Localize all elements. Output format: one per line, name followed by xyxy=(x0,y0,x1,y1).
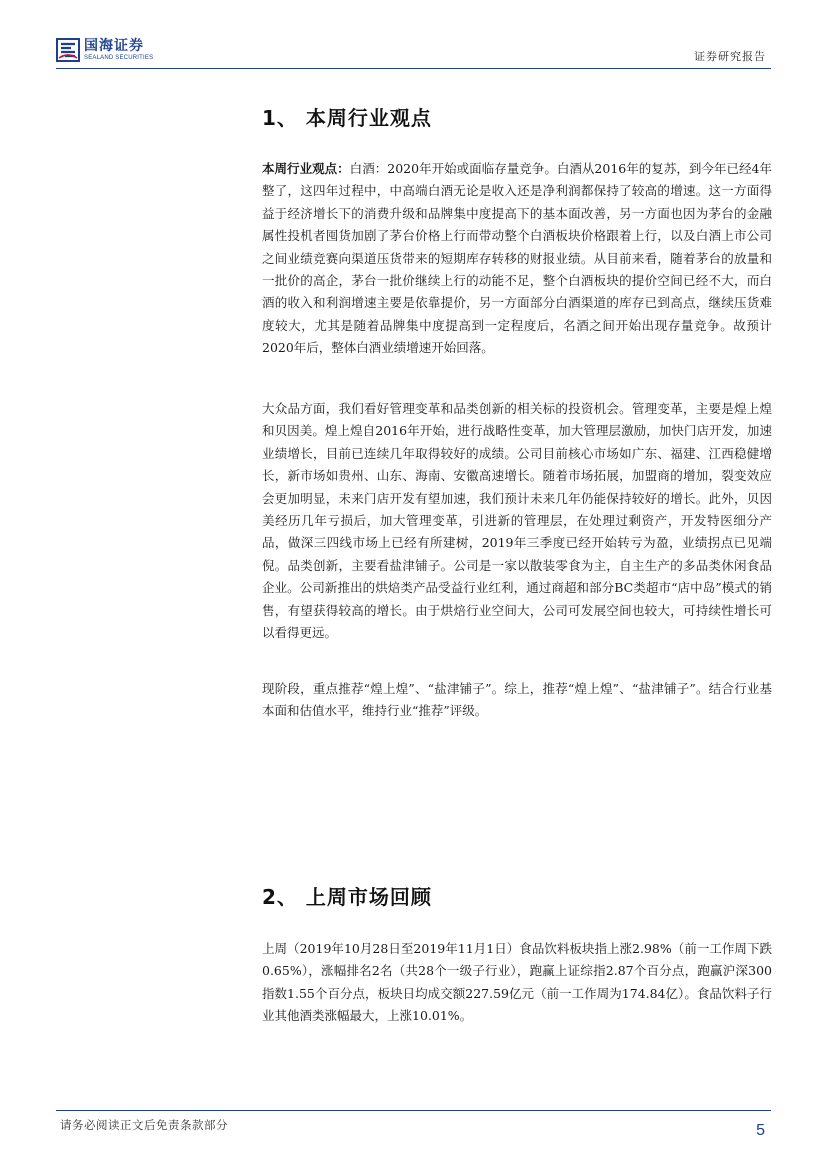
company-name-en: SEALAND SECURITIES xyxy=(84,55,154,61)
company-name-cn: 国海证券 xyxy=(84,38,144,54)
report-type-label: 证券研究报告 xyxy=(694,50,766,63)
section-1-paragraph-1 xyxy=(262,158,772,360)
section-2-paragraph-1: 上周（2019年10月28日至2019年11月1日）食品饮料板块指上涨2.98%（前一工作周下跌0.65%），涨幅排名2名（共28个一级子行业），跑赢上证综指2.87个百分点，跑赢沪深300指数1.55个百分点，板块日均成交额227.59亿元（前一工作周为174.84亿）。食品饮料子行业其他酒类涨幅最大，上涨10.01%。 xyxy=(262,941,772,1024)
disclaimer-note: 请务必阅读正文后免责条款部分 xyxy=(60,1118,228,1132)
section-1-paragraph-2: 大众品方面，我们看好管理变革和品类创新的相关标的投资机会。管理变革，主要是煌上煌和贝因美。煌上煌自2016年开始，进行战略性变革，加大管理层激励，加快门店开发，加速业绩增长，目前已连续几年取得较好的成绩。公司目前核心市场如广东、福建、江西稳健增长，新市场如贵州、山东、海南、安徽高速增长。随着市场拓展，加盟商的增加，裂变效应会更加明显，未来门店开发有望加速，我们预计未来几年仍能保持较好的增长。此外，贝因美经历几年亏损后，加大管理变革，引进新的管理层，在处理过剩资产，开发特医细分产品，做深三四线市场上已经有所建树，2019年三季度已经开始转亏为盈，业绩拐点已见端倪。品类创新，主要看盐津铺子。公司是一家以散装零食为主，自主生产的多品类休闲食品企业。公司新推出的烘焙类产品受益行业红利，通过商超和部分BC类超市“店中岛”模式的销售，有望获得较高的增长。由于烘焙行业空间大，公司可发展空间也较大，可持续性增长可以看得更远。 xyxy=(262,401,772,641)
section-2-title: 2、 上周市场回顾 xyxy=(262,885,432,909)
section-1-paragraph-3: 现阶段，重点推荐“煌上煌”、“盐津铺子”。综上，推荐“煌上煌”、“盐津铺子”。结合行业基本面和估值水平，维持行业“推荐”评级。 xyxy=(262,681,772,719)
section-1-lead: 本周行业观点： xyxy=(262,161,350,176)
section-1-paragraph-1-body: 白酒：2020年开始或面临存量竞争。白酒从2016年的复苏，到今年已经4年整了，这四年过程中，中高端白酒无论是收入还是净利润都保持了较高的增速。这一方面得益于经济增长下的消费升级和品牌集中度提高下的基本面改善，另一方面也因为茅台的金融属性投机者囤货加剧了茅台价格上行而带动整个白酒板块价格跟着上行，以及白酒上市公司之间业绩竞赛向渠道压货带来的短期库存转移的财报业绩。从目前来看，随着茅台的放量和一批价的高企，茅台一批价继续上行的动能不足，整个白酒板块的提价空间已经不大，而白酒的收入和利润增速主要是依靠提价，另一方面部分白酒渠道的库存已到高点，继续压货难度较大，尤其是随着品牌集中度提高到一定程度后，名酒之间开始出现存量竞争。故预计2020年后，整体白酒业绩增速开始回落。 xyxy=(262,161,772,356)
section-1-title: 1、 本周行业观点 xyxy=(262,106,432,130)
sealand-logo-icon xyxy=(56,38,80,62)
page-number: 5 xyxy=(756,1122,765,1139)
footer-divider xyxy=(56,1110,771,1111)
header-divider xyxy=(56,68,771,69)
page-header xyxy=(0,0,827,70)
company-logo xyxy=(56,36,153,64)
